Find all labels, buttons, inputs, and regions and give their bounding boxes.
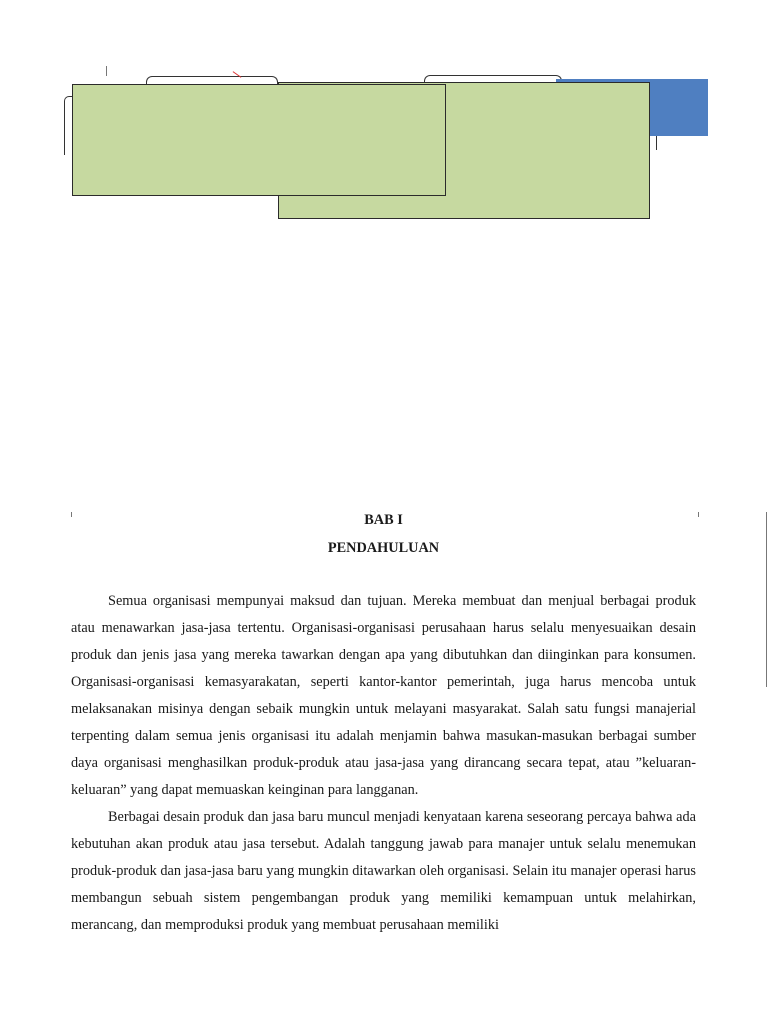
paragraph: Berbagai desain produk dan jasa baru muncul menjadi kenyataan karena seseorang percaya bahwa ada kebutuhan akan produk atau jasa tersebut. Adalah tanggung jawab para manajer untuk selalu menemukan produk-produk dan jasa-jasa baru yang mungkin ditawarkan oleh organisasi. Selain itu manajer operasi harus membangun sebuah sistem pengembangan produk yang memiliki kemampuan untuk melahirkan, merancang, dan memproduksi produk yang membuat perusahaan memiliki	[71, 809, 696, 933]
page-edge-line	[766, 512, 767, 687]
chapter-title: PENDAHULUAN	[327, 540, 440, 556]
marker-tick-top	[106, 66, 107, 76]
margin-mark-right	[698, 512, 699, 517]
green-shape-left	[72, 84, 446, 196]
body-text	[71, 588, 696, 939]
chapter-number: BAB I	[364, 512, 403, 528]
paragraph: Semua organisasi mempunyai maksud dan tujuan. Mereka membuat dan menjual berbagai produk atau menawarkan jasa-jasa tertentu. Organisasi-organisasi perusahaan harus selalu menyesuaikan desain produk dan jenis jasa yang mereka tawarkan dengan apa yang dibutuhkan dan diinginkan para konsumen. Organisasi-organisasi kemasyarakatan, seperti kantor-kantor pemerintah, juga harus mencoba untuk melaksanakan misinya dengan sebaik mungkin untuk melayani masyarakat. Salah satu fungsi manajerial terpenting dalam semua jenis organisasi itu adalah menjamin bahwa masukan-masukan berbagai sumber daya organisasi menghasilkan produk-produk atau jasa-jasa yang dirancang secara tepat, atau ”keluaran-keluaran” yang dapat memuaskan keinginan para langganan.	[71, 593, 696, 798]
